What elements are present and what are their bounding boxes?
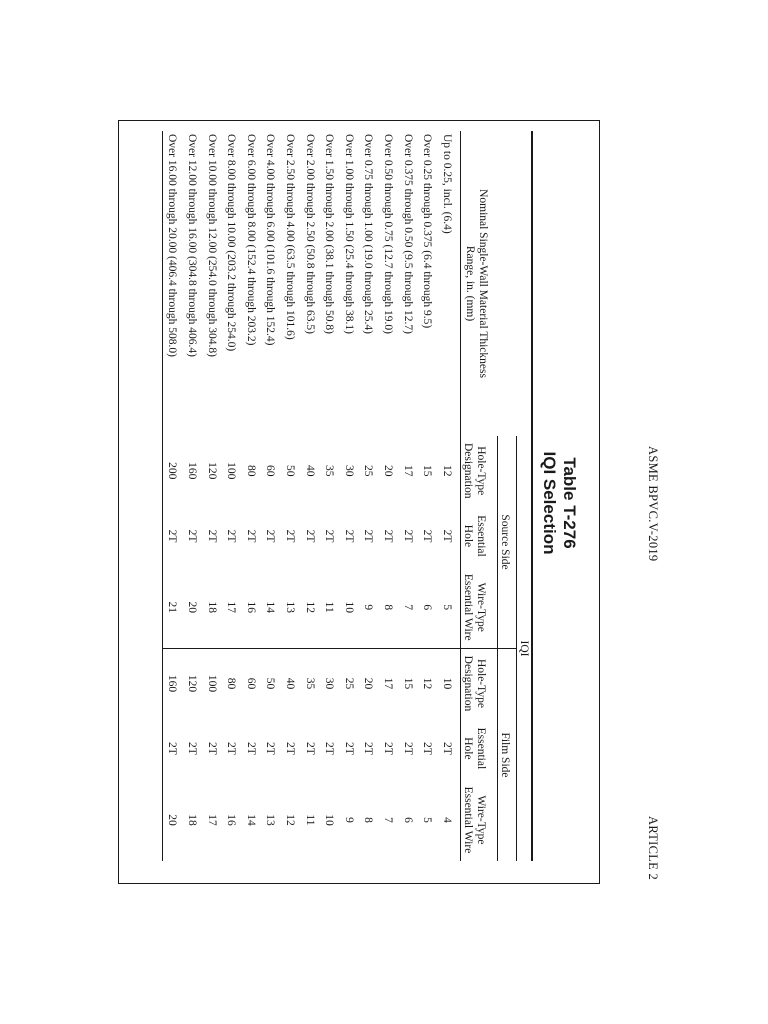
source-essential-hole-header: Essential Hole — [461, 505, 498, 566]
source-hole-type-cell: 30 — [342, 464, 355, 477]
table-row — [162, 131, 182, 861]
film-wire-type-cell: 20 — [162, 779, 182, 861]
film-essential-hole-cell: 2T — [421, 742, 434, 755]
source-hole-type-cell: 120 — [205, 462, 218, 480]
film-essential-hole-cell: 2T — [303, 742, 316, 755]
iqi-group-header: IQI — [517, 436, 533, 861]
thickness-range-cell: Over 2.00 through 2.50 (50.8 through 63.5) — [303, 134, 316, 334]
film-essential-hole-cell: 2T — [401, 742, 414, 755]
header-document-id: ASME BPVC.V-2019 — [646, 446, 660, 562]
source-hole-type-cell: 15 — [421, 464, 434, 477]
source-hole-type-cell: 40 — [303, 464, 316, 477]
film-essential-hole-cell: 2T — [185, 742, 198, 755]
source-hole-type-cell: 17 — [401, 464, 414, 477]
film-wire-type-cell: 18 — [185, 814, 198, 826]
source-wire-type-cell: 13 — [283, 601, 296, 613]
source-wire-type-header: Wire-Type Essential Wire — [461, 566, 498, 648]
film-hole-type-cell: 20 — [359, 648, 379, 717]
source-wire-type-cell: 11 — [323, 601, 336, 613]
source-essential-hole-cell: 2T — [162, 505, 182, 566]
source-hole-type-cell: 80 — [244, 464, 257, 477]
film-hole-type-cell: 50 — [261, 648, 281, 717]
table-row — [437, 131, 461, 861]
film-wire-type-cell: 7 — [381, 817, 394, 823]
film-wire-type-cell: 13 — [264, 814, 277, 826]
film-side-header: Film Side — [498, 648, 517, 861]
film-essential-hole-cell: 2T — [440, 742, 453, 755]
film-essential-hole-cell: 2T — [244, 742, 257, 755]
table-row — [359, 131, 379, 861]
thickness-range-header: Nominal Single-Wall Material Thickness Range, in. (mm) — [461, 131, 498, 436]
film-hole-type-cell: 60 — [241, 648, 261, 717]
film-hole-type-cell: 40 — [280, 648, 300, 717]
source-essential-hole-cell: 2T — [185, 529, 198, 543]
table-row — [221, 131, 241, 861]
film-wire-type-cell: 10 — [323, 814, 336, 826]
source-hole-type-cell: 100 — [225, 462, 238, 480]
source-hole-type-cell: 35 — [323, 464, 336, 477]
film-essential-hole-cell: 2T — [283, 742, 296, 755]
source-wire-type-cell: 21 — [162, 566, 182, 648]
table-number: Table T-276 — [560, 457, 579, 549]
page-header — [630, 0, 660, 1024]
film-hole-type-header: Hole-Type Designation — [461, 648, 498, 717]
thickness-range-cell: Over 0.25 through 0.375 (6.4 through 9.5) — [421, 134, 434, 329]
source-hole-type-cell: 60 — [264, 464, 277, 477]
iqi-selection-table — [162, 131, 533, 861]
table-row — [378, 131, 398, 861]
source-hole-type-cell: 50 — [283, 464, 296, 477]
source-essential-hole-cell: 2T — [342, 529, 355, 543]
source-essential-hole-cell: 2T — [381, 529, 394, 543]
table-row — [241, 131, 261, 861]
film-hole-type-cell: 30 — [319, 648, 339, 717]
table-row — [182, 131, 202, 861]
source-hole-type-cell: 12 — [440, 464, 453, 477]
source-wire-type-cell: 16 — [244, 601, 257, 613]
source-essential-hole-cell: 2T — [244, 529, 257, 543]
film-wire-type-header: Wire-Type Essential Wire — [461, 779, 498, 861]
film-wire-type-cell: 4 — [440, 817, 453, 823]
film-essential-hole-cell: 2T — [264, 742, 277, 755]
film-essential-hole-cell: 2T — [225, 742, 238, 755]
table-row — [261, 131, 281, 861]
table-row — [398, 131, 418, 861]
thickness-range-cell: Up to 0.25, incl. (6.4) — [440, 134, 453, 234]
source-wire-type-cell: 10 — [342, 601, 355, 613]
film-wire-type-cell: 9 — [342, 817, 355, 823]
source-hole-type-cell: 20 — [381, 464, 394, 477]
source-wire-type-cell: 20 — [185, 601, 198, 613]
thickness-range-cell: Over 12.00 through 16.00 (304.8 through 406.4) — [185, 134, 198, 357]
iqi-table-body — [162, 131, 461, 861]
film-essential-hole-cell: 2T — [342, 742, 355, 755]
table-row — [339, 131, 359, 861]
source-side-header: Source Side — [498, 436, 517, 648]
table-row — [202, 131, 222, 861]
source-hole-type-cell: 25 — [362, 464, 375, 477]
source-essential-hole-cell: 2T — [264, 529, 277, 543]
thickness-range-cell: Over 1.00 through 1.50 (25.4 through 38.1) — [342, 134, 355, 334]
source-essential-hole-cell: 2T — [323, 529, 336, 543]
film-hole-type-cell: 12 — [417, 648, 437, 717]
film-essential-hole-cell: 2T — [162, 718, 182, 779]
header-article: ARTICLE 2 — [646, 816, 660, 881]
film-hole-type-cell: 17 — [378, 648, 398, 717]
thickness-range-cell: Over 1.50 through 2.00 (38.1 through 50.8) — [323, 134, 336, 334]
film-wire-type-cell: 11 — [303, 814, 316, 826]
source-wire-type-cell: 12 — [303, 601, 316, 613]
thickness-range-cell: Over 8.00 through 10.00 (203.2 through 254.0) — [225, 134, 238, 352]
film-essential-hole-cell: 2T — [381, 742, 394, 755]
table-frame — [118, 120, 600, 884]
table-title — [539, 121, 579, 884]
source-wire-type-cell: 7 — [401, 604, 414, 611]
table-row — [280, 131, 300, 861]
source-hole-type-cell: 200 — [162, 436, 182, 505]
source-wire-type-cell: 17 — [225, 601, 238, 613]
thickness-range-cell: Over 0.50 through 0.75 (12.7 through 19.0) — [381, 134, 394, 334]
source-hole-type-cell: 160 — [185, 462, 198, 480]
thickness-range-cell: Over 2.50 through 4.00 (63.5 through 101.6) — [283, 134, 296, 340]
film-wire-type-cell: 14 — [244, 814, 257, 826]
film-hole-type-cell: 120 — [182, 648, 202, 717]
source-wire-type-cell: 8 — [381, 604, 394, 611]
source-essential-hole-cell: 2T — [303, 529, 316, 543]
thickness-range-cell: Over 0.375 through 0.50 (9.5 through 12.7) — [401, 134, 414, 334]
film-hole-type-cell: 15 — [398, 648, 418, 717]
table-row — [319, 131, 339, 861]
source-essential-hole-cell: 2T — [401, 529, 414, 543]
thickness-range-cell: Over 6.00 through 8.00 (152.4 through 203.2) — [244, 134, 257, 346]
source-essential-hole-cell: 2T — [440, 529, 453, 543]
source-wire-type-cell: 14 — [264, 601, 277, 613]
thickness-range-cell: Over 10.00 through 12.00 (254.0 through 304.8) — [205, 134, 218, 357]
film-essential-hole-cell: 2T — [362, 742, 375, 755]
source-essential-hole-cell: 2T — [225, 529, 238, 543]
film-hole-type-cell: 80 — [221, 648, 241, 717]
rotated-table-content — [119, 121, 600, 884]
film-hole-type-cell: 25 — [339, 648, 359, 717]
film-wire-type-cell: 16 — [225, 814, 238, 826]
source-essential-hole-cell: 2T — [362, 529, 375, 543]
table-caption: IQI Selection — [540, 451, 559, 555]
table-row — [417, 131, 437, 861]
film-wire-type-cell: 12 — [283, 814, 296, 826]
film-wire-type-cell: 6 — [401, 817, 414, 823]
film-wire-type-cell: 17 — [205, 814, 218, 826]
thickness-range-cell: Over 0.75 through 1.00 (19.0 through 25.4) — [362, 134, 375, 334]
film-hole-type-cell: 35 — [300, 648, 320, 717]
source-wire-type-cell: 18 — [205, 601, 218, 613]
table-row — [300, 131, 320, 861]
source-hole-type-header: Hole-Type Designation — [461, 436, 498, 505]
source-essential-hole-cell: 2T — [205, 529, 218, 543]
film-wire-type-cell: 8 — [362, 817, 375, 823]
source-wire-type-cell: 9 — [362, 604, 375, 611]
film-hole-type-cell: 10 — [437, 648, 461, 717]
film-hole-type-cell: 100 — [202, 648, 222, 717]
film-essential-hole-header: Essential Hole — [461, 718, 498, 779]
source-wire-type-cell: 6 — [421, 604, 434, 611]
film-hole-type-cell: 160 — [162, 648, 182, 717]
source-essential-hole-cell: 2T — [421, 529, 434, 543]
thickness-range-cell: Over 4.00 through 6.00 (101.6 through 152.4) — [264, 134, 277, 346]
source-essential-hole-cell: 2T — [283, 529, 296, 543]
film-wire-type-cell: 5 — [421, 817, 434, 823]
thickness-range-cell: Over 16.00 through 20.00 (406.4 through 508.0) — [162, 131, 182, 436]
source-wire-type-cell: 5 — [440, 604, 453, 611]
film-essential-hole-cell: 2T — [205, 742, 218, 755]
film-essential-hole-cell: 2T — [323, 742, 336, 755]
